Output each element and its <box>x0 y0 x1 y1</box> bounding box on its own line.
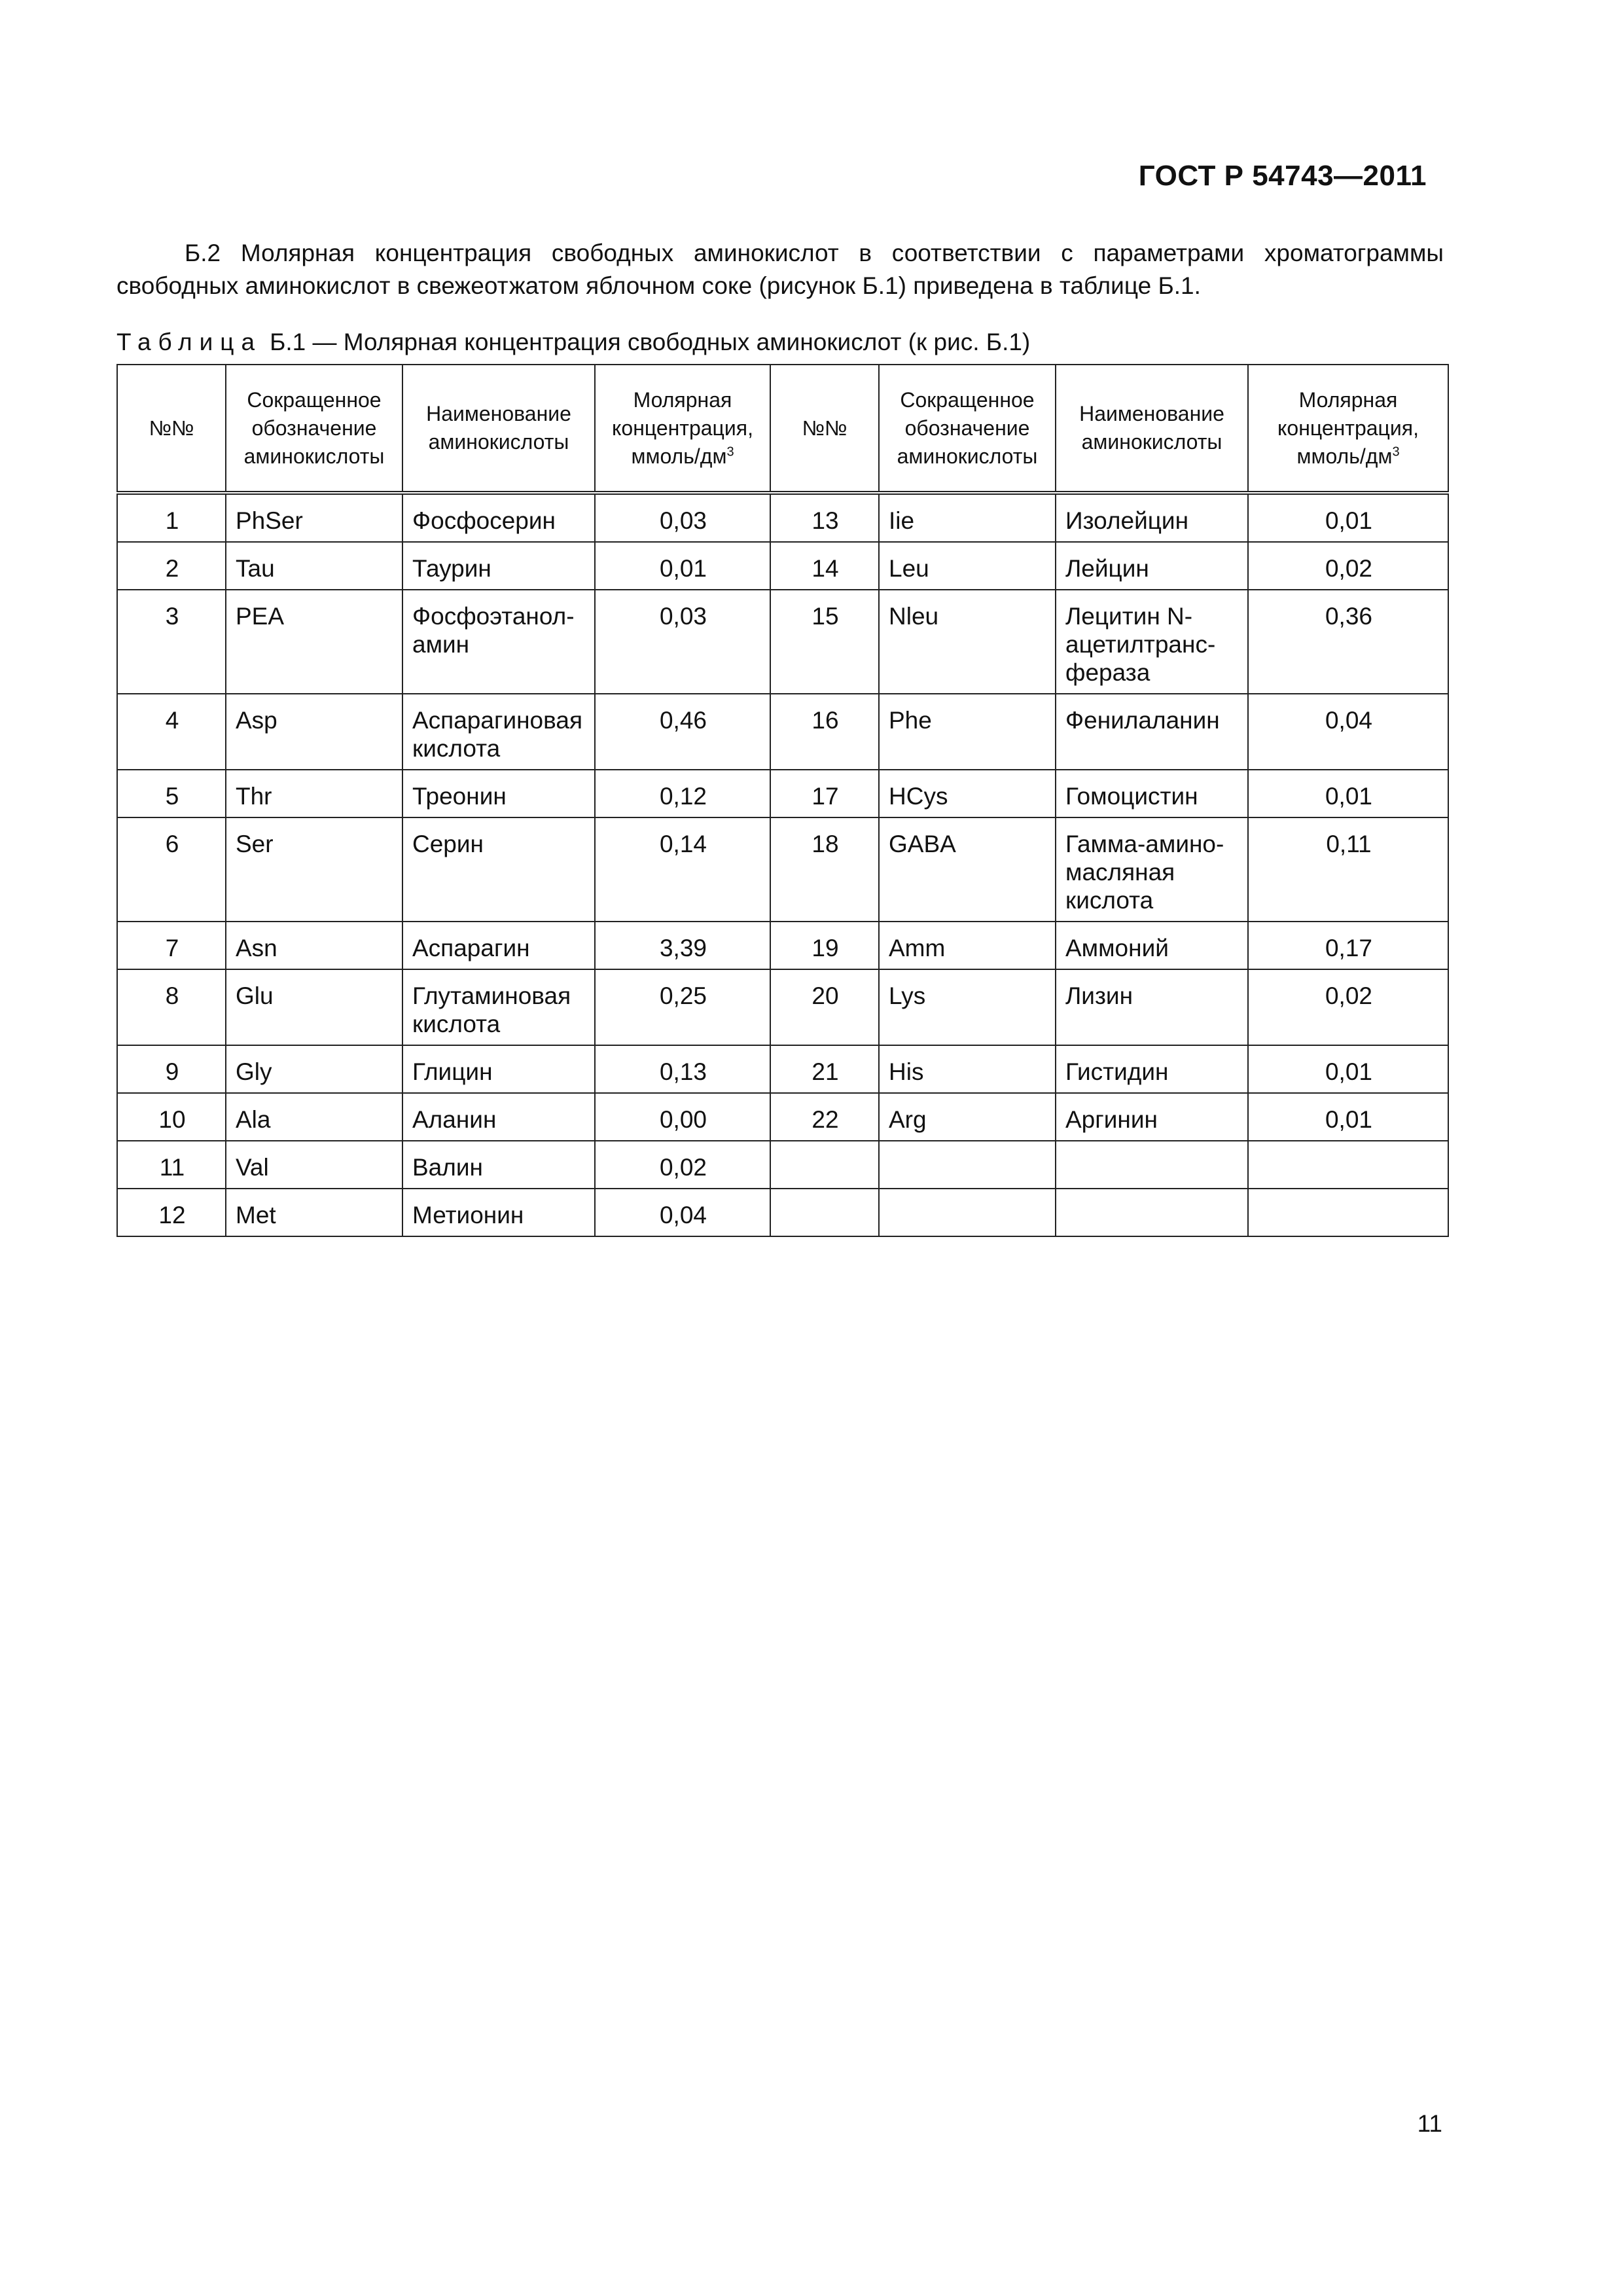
header-conc-sup: 3 <box>1392 444 1400 459</box>
table-row <box>117 770 1448 817</box>
cell-concentration: 0,02 <box>1248 542 1448 590</box>
cell-abbreviation: His <box>879 1045 1056 1093</box>
cell-abbreviation: Gly <box>226 1045 402 1093</box>
cell-name <box>1056 1189 1248 1236</box>
cell-name: Серин <box>402 817 595 922</box>
cell-name: Фенилаланин <box>1056 694 1248 770</box>
cell-number: 3 <box>117 590 226 694</box>
cell-name: Глутаминовая кислота <box>402 969 595 1045</box>
cell-abbreviation <box>879 1189 1056 1236</box>
cell-abbreviation: HCys <box>879 770 1056 817</box>
paragraph-b2: Б.2 Молярная концентрация свободных аминокислот в соответствии с параметрами хроматограммы свободных аминокислот в свежеотжатом яблочном соке (рисунок Б.1) приведена в таблице Б.1. <box>116 240 1444 299</box>
cell-number: 12 <box>117 1189 226 1236</box>
cell-abbreviation: Glu <box>226 969 402 1045</box>
cell-number: 18 <box>770 817 879 922</box>
header-conc <box>1248 365 1448 493</box>
cell-name: Гамма-амино-масляная кислота <box>1056 817 1248 922</box>
cell-number: 6 <box>117 817 226 922</box>
cell-abbreviation <box>879 1141 1056 1189</box>
cell-name <box>1056 1141 1248 1189</box>
header-name: Наименование аминокислоты <box>402 365 595 493</box>
cell-abbreviation: Ala <box>226 1093 402 1141</box>
table-row <box>117 1045 1448 1093</box>
cell-concentration: 0,11 <box>1248 817 1448 922</box>
cell-abbreviation: Asn <box>226 922 402 969</box>
cell-concentration: 0,01 <box>595 542 770 590</box>
cell-number: 9 <box>117 1045 226 1093</box>
cell-concentration: 0,46 <box>595 694 770 770</box>
cell-number: 20 <box>770 969 879 1045</box>
cell-number: 4 <box>117 694 226 770</box>
cell-concentration: 0,02 <box>1248 969 1448 1045</box>
cell-concentration: 0,04 <box>595 1189 770 1236</box>
cell-number: 5 <box>117 770 226 817</box>
cell-concentration: 0,01 <box>1248 493 1448 542</box>
cell-number: 1 <box>117 493 226 542</box>
cell-name: Изолейцин <box>1056 493 1248 542</box>
cell-number <box>770 1189 879 1236</box>
cell-name: Аланин <box>402 1093 595 1141</box>
cell-abbreviation: Val <box>226 1141 402 1189</box>
cell-name: Валин <box>402 1141 595 1189</box>
table-row <box>117 817 1448 922</box>
cell-name: Треонин <box>402 770 595 817</box>
table-caption <box>116 329 1030 356</box>
cell-number: 7 <box>117 922 226 969</box>
cell-concentration: 0,36 <box>1248 590 1448 694</box>
cell-abbreviation: Nleu <box>879 590 1056 694</box>
table-caption-text: Б.1 — Молярная концентрация свободных аминокислот (к рис. Б.1) <box>270 329 1031 355</box>
cell-abbreviation: Tau <box>226 542 402 590</box>
header-num: №№ <box>117 365 226 493</box>
cell-name: Гомоцистин <box>1056 770 1248 817</box>
table-row <box>117 1093 1448 1141</box>
cell-abbreviation: Met <box>226 1189 402 1236</box>
cell-number: 17 <box>770 770 879 817</box>
cell-concentration: 0,14 <box>595 817 770 922</box>
cell-abbreviation: Leu <box>879 542 1056 590</box>
table-row <box>117 590 1448 694</box>
cell-name: Аспарагиновая кислота <box>402 694 595 770</box>
table-header-row <box>117 365 1448 493</box>
cell-concentration: 0,04 <box>1248 694 1448 770</box>
cell-concentration: 0,02 <box>595 1141 770 1189</box>
cell-concentration: 0,17 <box>1248 922 1448 969</box>
header-abbr: Сокращенное обозначение аминокислоты <box>226 365 402 493</box>
header-name: Наименование аминокислоты <box>1056 365 1248 493</box>
cell-name: Метионин <box>402 1189 595 1236</box>
cell-name: Гистидин <box>1056 1045 1248 1093</box>
header-conc-text: Молярная концентрация, ммоль/дм <box>612 387 753 468</box>
cell-concentration: 0,01 <box>1248 770 1448 817</box>
cell-name: Фосфосерин <box>402 493 595 542</box>
cell-abbreviation: GABA <box>879 817 1056 922</box>
table-row <box>117 493 1448 542</box>
cell-number: 13 <box>770 493 879 542</box>
page-number: 11 <box>1417 2110 1442 2137</box>
header-conc <box>595 365 770 493</box>
cell-number: 14 <box>770 542 879 590</box>
table-row <box>117 694 1448 770</box>
cell-name: Аспарагин <box>402 922 595 969</box>
cell-concentration: 0,01 <box>1248 1093 1448 1141</box>
document-code: ГОСТ Р 54743—2011 <box>1138 160 1427 192</box>
amino-acid-table <box>116 364 1449 1237</box>
cell-abbreviation: Lys <box>879 969 1056 1045</box>
cell-number: 15 <box>770 590 879 694</box>
cell-concentration: 0,00 <box>595 1093 770 1141</box>
cell-abbreviation: PhSer <box>226 493 402 542</box>
cell-name: Фосфоэтанол-амин <box>402 590 595 694</box>
table-row <box>117 969 1448 1045</box>
cell-abbreviation: Thr <box>226 770 402 817</box>
cell-number: 16 <box>770 694 879 770</box>
cell-number: 2 <box>117 542 226 590</box>
cell-number: 22 <box>770 1093 879 1141</box>
table-row <box>117 542 1448 590</box>
cell-abbreviation: PEA <box>226 590 402 694</box>
header-num: №№ <box>770 365 879 493</box>
cell-concentration: 0,25 <box>595 969 770 1045</box>
header-conc-sup: 3 <box>726 444 734 459</box>
cell-name: Аргинин <box>1056 1093 1248 1141</box>
cell-abbreviation: Amm <box>879 922 1056 969</box>
cell-concentration: 0,03 <box>595 493 770 542</box>
cell-concentration <box>1248 1141 1448 1189</box>
cell-number <box>770 1141 879 1189</box>
cell-abbreviation: Arg <box>879 1093 1056 1141</box>
cell-abbreviation: Iie <box>879 493 1056 542</box>
cell-number: 21 <box>770 1045 879 1093</box>
cell-concentration: 0,12 <box>595 770 770 817</box>
cell-concentration <box>1248 1189 1448 1236</box>
cell-name: Таурин <box>402 542 595 590</box>
cell-name: Аммоний <box>1056 922 1248 969</box>
header-abbr: Сокращенное обозначение аминокислоты <box>879 365 1056 493</box>
cell-name: Лизин <box>1056 969 1248 1045</box>
cell-concentration: 0,03 <box>595 590 770 694</box>
cell-number: 8 <box>117 969 226 1045</box>
table-row <box>117 1141 1448 1189</box>
table-row <box>117 922 1448 969</box>
cell-abbreviation: Ser <box>226 817 402 922</box>
cell-abbreviation: Phe <box>879 694 1056 770</box>
cell-number: 19 <box>770 922 879 969</box>
cell-number: 11 <box>117 1141 226 1189</box>
cell-name: Лецитин N-ацетилтранс-фераза <box>1056 590 1248 694</box>
table-body <box>117 493 1448 1236</box>
cell-number: 10 <box>117 1093 226 1141</box>
cell-concentration: 0,01 <box>1248 1045 1448 1093</box>
table-caption-prefix: Таблица <box>116 329 262 355</box>
cell-abbreviation: Asp <box>226 694 402 770</box>
header-conc-text: Молярная концентрация, ммоль/дм <box>1277 387 1419 468</box>
cell-name: Глицин <box>402 1045 595 1093</box>
table-row <box>117 1189 1448 1236</box>
cell-concentration: 0,13 <box>595 1045 770 1093</box>
cell-name: Лейцин <box>1056 542 1248 590</box>
cell-concentration: 3,39 <box>595 922 770 969</box>
